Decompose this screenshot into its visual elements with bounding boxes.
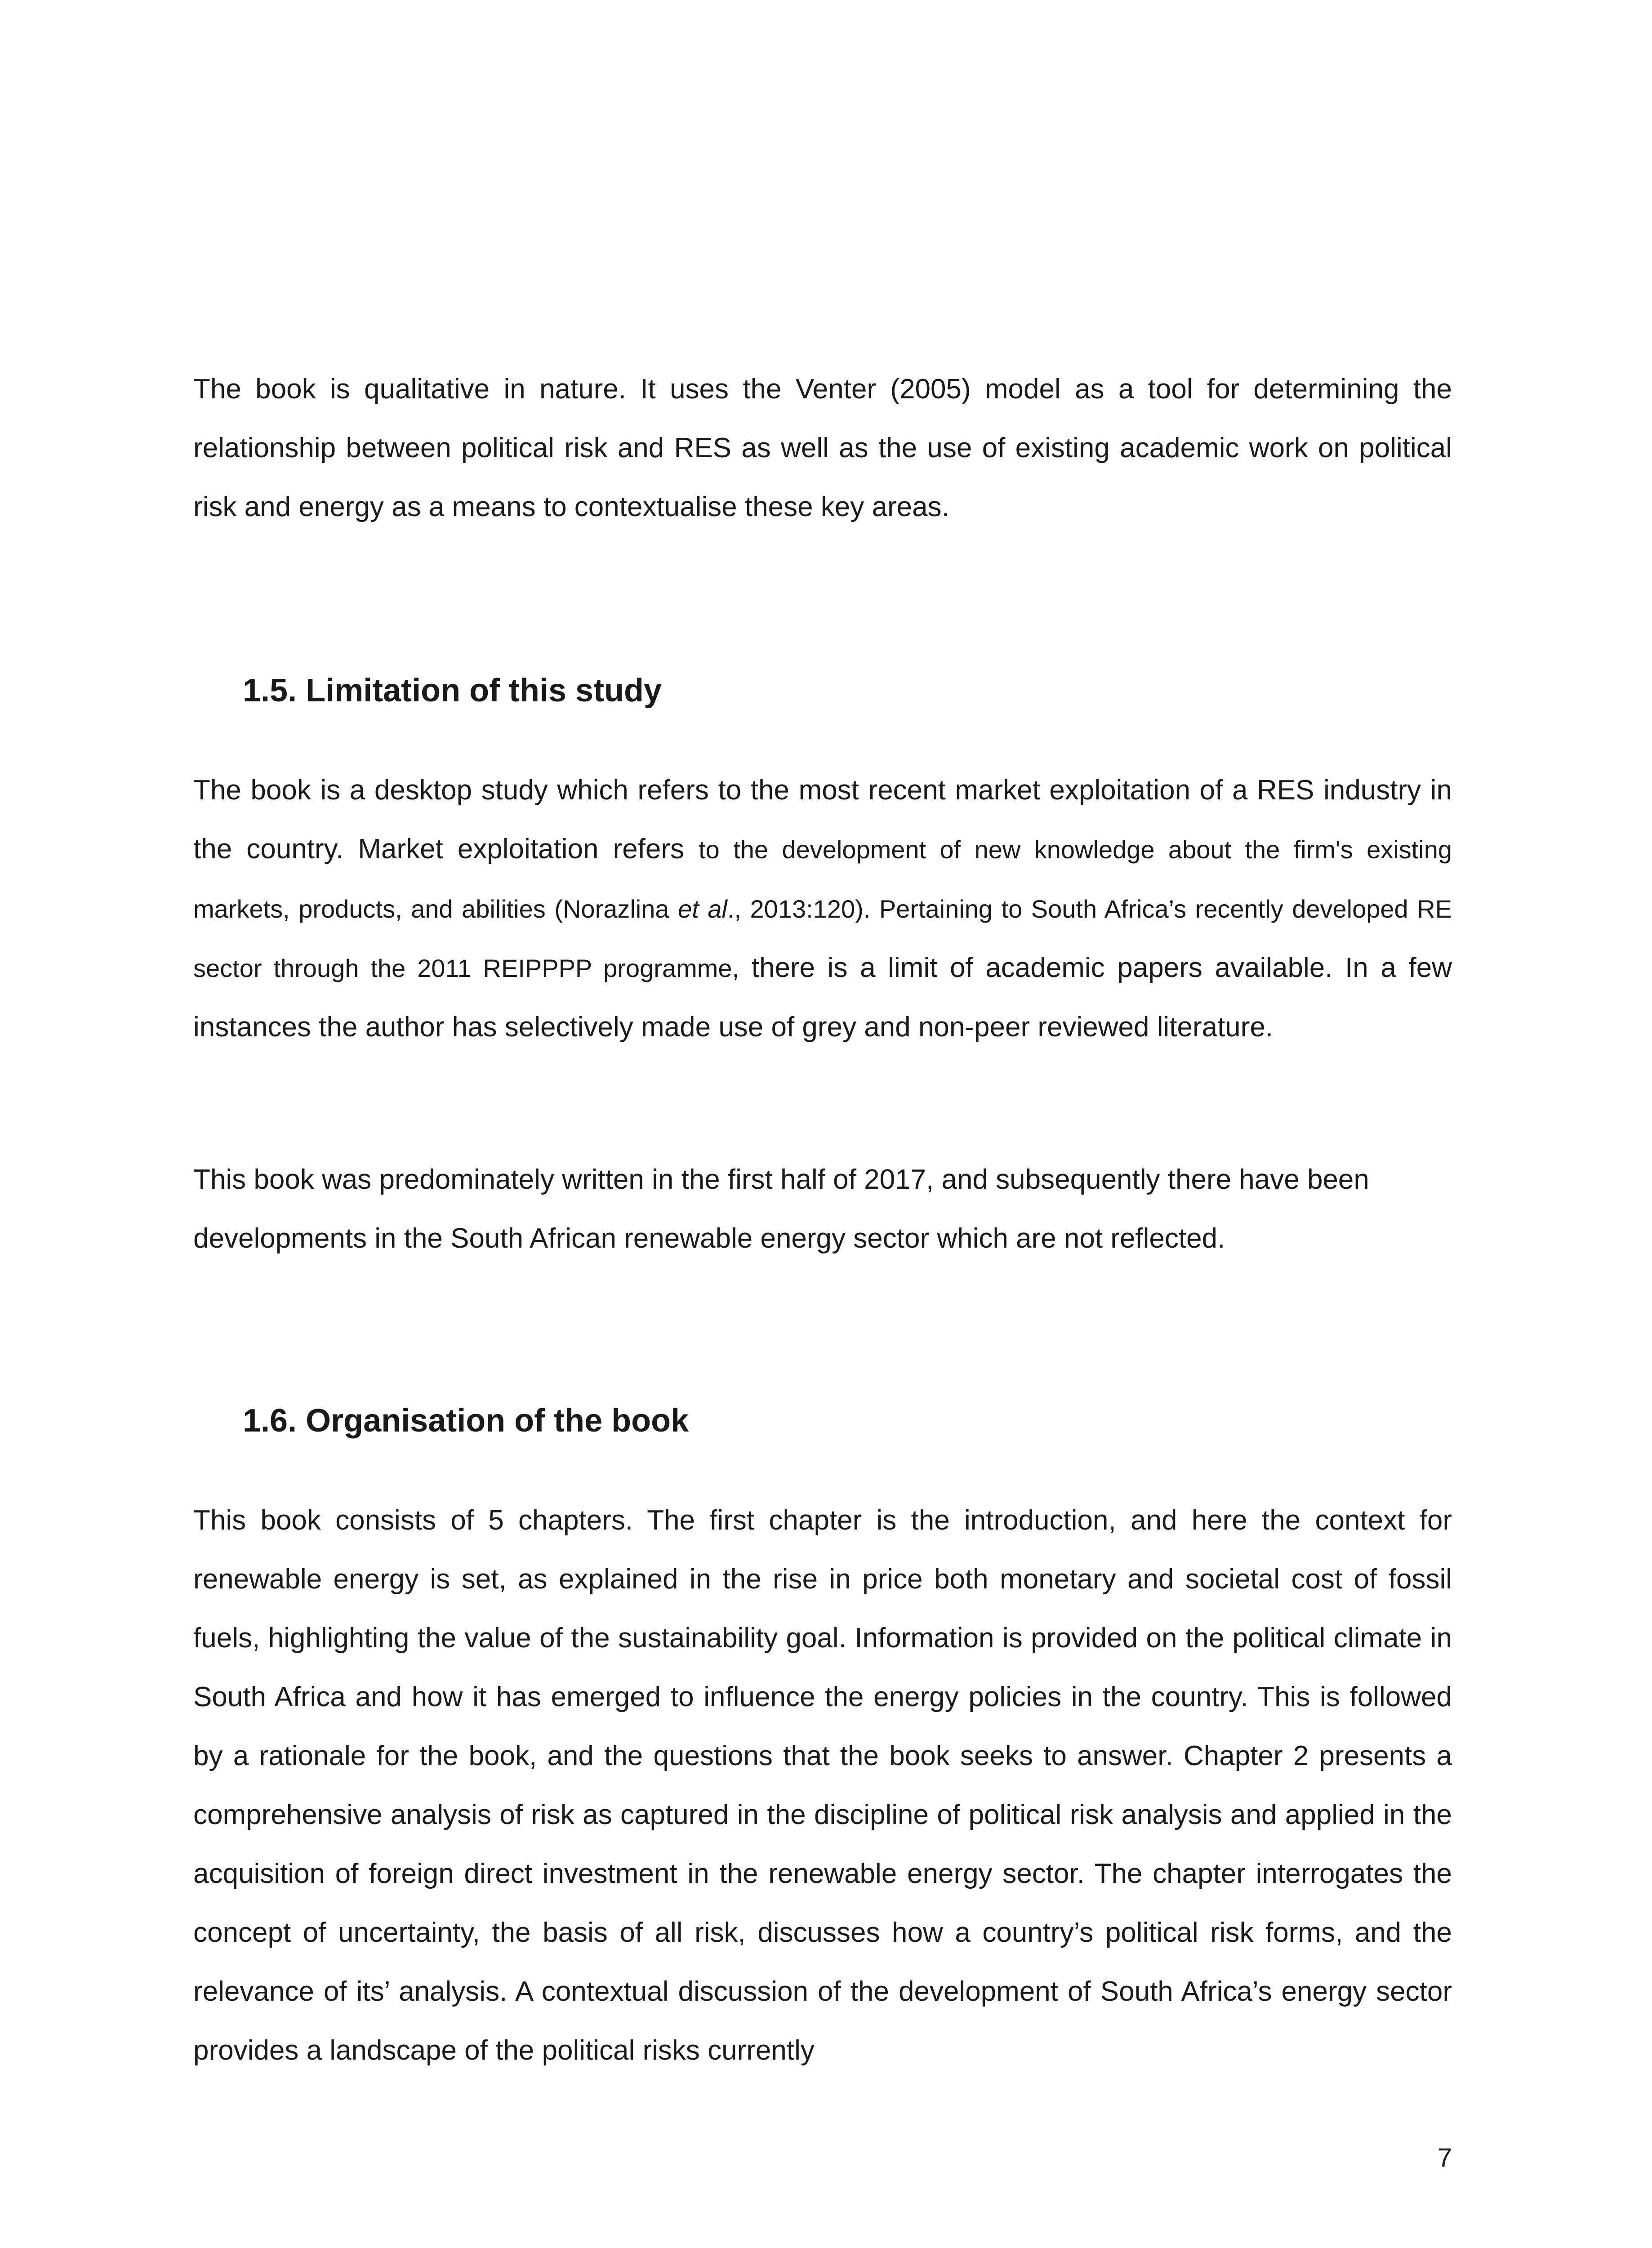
section-1-5-note [193,1150,1407,1268]
limitation-text-b: to the development of new knowledge about the firm's existing markets, products, and abilities (Norazlina [193,835,1452,923]
writing-period-paragraph: This book was predominately written in the first half of 2017, and subsequently there have been developments in the South African renewable energy sector which are not reflected. [193,1164,1369,1254]
section-1-6-body [193,1491,1452,2080]
intro-block [193,360,1452,536]
intro-paragraph: The book is qualitative in nature. It uses the Venter (2005) model as a tool for determining the relationship between political risk and RES as well as the use of existing academic work on political risk and energy as a means to contextualise these key areas. [193,374,1452,522]
limitation-citation-italic: et al [678,895,727,923]
limitation-text-e: there is a limit of academic papers available. In a few instances the author has selectively made use of grey and non-peer reviewed literature. [193,952,1452,1043]
limitation-text-d: ., 2013:120). Pertaining to South Africa’s recently developed RE sector through the 2011 REIPPPP programme, [193,895,1452,982]
section-1-5-body [193,761,1452,1057]
page-number: 7 [1437,2143,1452,2172]
section-heading-1-6: 1.6. Organisation of the book [243,1403,689,1439]
organisation-paragraph: This book consists of 5 chapters. The first chapter is the introduction, and here the context for renewable energy is set, as explained in the rise in price both monetary and societal cost of fossil fuels, highlighting the value of the sustainability goal. Information is provided on the political climate in South Africa and how it has emerged to influence the energy policies in the country. This is followed by a rationale for the book, and the questions that the book seeks to answer. Chapter 2 presents a comprehensive analysis of risk as captured in the discipline of political risk analysis and applied in the acquisition of foreign direct investment in the renewable energy sector. The chapter interrogates the concept of uncertainty, the basis of all risk, discusses how a country’s political risk forms, and the relevance of its’ analysis. A contextual discussion of the development of South Africa’s energy sector provides a landscape of the political risks currently [193,1505,1452,2066]
section-heading-1-5: 1.5. Limitation of this study [243,673,662,709]
limitation-text-a: The book is a desktop study which refers to the most recent market exploitation of a RES industry in the country. Market exploitation refers [193,775,1452,865]
limitation-paragraph [193,761,1452,1057]
